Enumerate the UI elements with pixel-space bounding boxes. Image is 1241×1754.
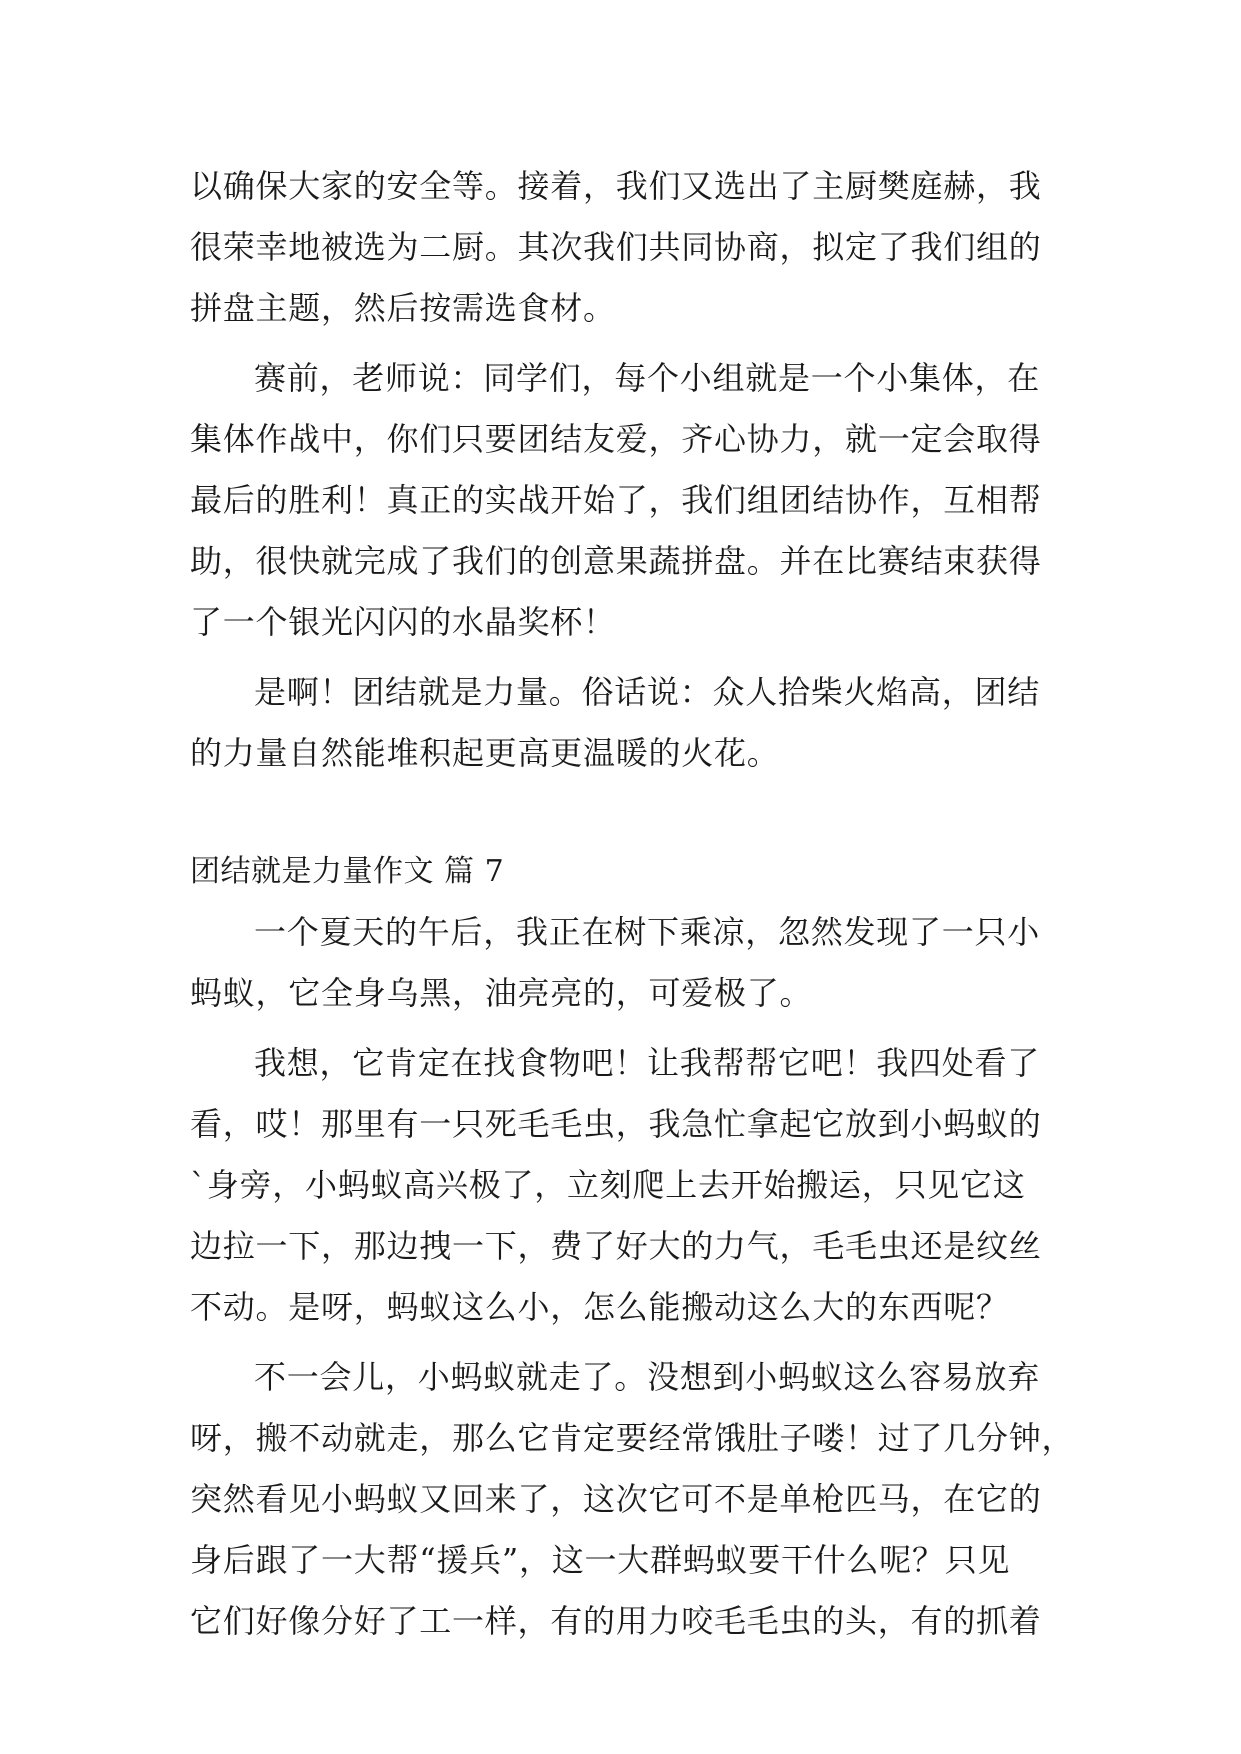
- text-line: 助，很快就完成了我们的创意果蔬拼盘。并在比赛结束获得: [190, 542, 1042, 580]
- text-line: 的力量自然能堆积起更高更温暖的火花。: [190, 734, 780, 772]
- paragraph-spacer: [190, 339, 1050, 348]
- text-line: 呀，搬不动就走，那么它肯定要经常饿肚子喽！过了几分钟，: [190, 1419, 1075, 1457]
- text-line: 蚂蚁，它全身乌黑，油亮亮的，可爱极了。: [190, 974, 813, 1012]
- text-line: 集体作战中，你们只要团结友爱，齐心协力，就一定会取得: [190, 420, 1042, 458]
- text-line: 突然看见小蚂蚁又回来了，这次它可不是单枪匹马，在它的: [190, 1480, 1042, 1518]
- text-line: 很荣幸地被选为二厨。其次我们共同协商，拟定了我们组的: [190, 228, 1042, 266]
- paragraph: [190, 1347, 1075, 1652]
- text-line: 不动。是呀，蚂蚁这么小，怎么能搬动这么大的东西呢？: [190, 1288, 1009, 1326]
- paragraph: [190, 1033, 1050, 1338]
- text-line: 是啊！团结就是力量。俗话说：众人拾柴火焰高，团结: [254, 673, 1041, 711]
- text-line: 它们好像分好了工一样，有的用力咬毛毛虫的头，有的抓着: [190, 1602, 1042, 1640]
- text-line: 赛前，老师说：同学们，每个小组就是一个小集体，在: [254, 359, 1041, 397]
- text-line: `身旁，小蚂蚁高兴极了，立刻爬上去开始搬运，只见它这: [190, 1166, 1026, 1204]
- text-line: 看，哎！那里有一只死毛毛虫，我急忙拿起它放到小蚂蚁的: [190, 1105, 1042, 1143]
- section-heading: 团结就是力量作文 篇 7: [190, 854, 505, 889]
- document-body: [190, 156, 1075, 1652]
- paragraph-spacer: [190, 1024, 1050, 1033]
- text-line: 以确保大家的安全等。接着，我们又选出了主厨樊庭赫，我: [190, 167, 1042, 205]
- paragraph: [190, 902, 1050, 1024]
- paragraph: [190, 348, 1050, 653]
- text-line: 一个夏天的午后，我正在树下乘凉，忽然发现了一只小: [254, 913, 1041, 951]
- text-line: 不一会儿，小蚂蚁就走了。没想到小蚂蚁这么容易放弃: [254, 1358, 1041, 1396]
- section-spacer: [190, 784, 1050, 841]
- paragraph: [190, 662, 1050, 784]
- text-line: 我想，它肯定在找食物吧！让我帮帮它吧！我四处看了: [254, 1044, 1041, 1082]
- text-line: 身后跟了一大帮“援兵”，这一大群蚂蚁要干什么呢？只见: [190, 1541, 1011, 1579]
- text-line: 最后的胜利！真正的实战开始了，我们组团结协作，互相帮: [190, 481, 1042, 519]
- text-line: 边拉一下，那边拽一下，费了好大的力气，毛毛虫还是纹丝: [190, 1227, 1042, 1265]
- paragraph-spacer: [190, 1338, 1050, 1347]
- paragraph-spacer: [190, 653, 1050, 662]
- paragraph: [190, 156, 1050, 339]
- text-line: 拼盘主题，然后按需选食材。: [190, 289, 616, 327]
- text-line: 了一个银光闪闪的水晶奖杯！: [190, 603, 616, 641]
